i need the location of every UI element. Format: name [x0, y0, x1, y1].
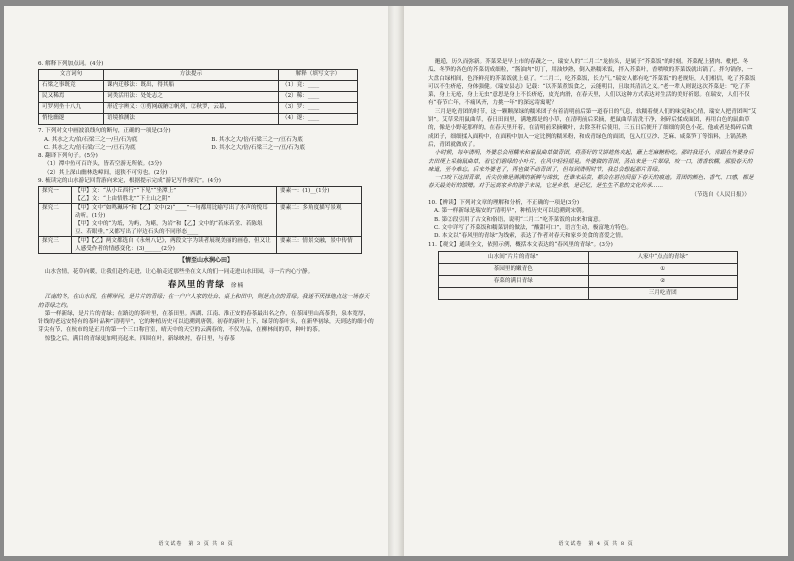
q6-header-3: 解释（填写文字） [279, 70, 358, 81]
q9-tag: 探究一 [39, 187, 72, 204]
q6-cell: 形近字辨义：①剪网疏陋②帆列，②秋罗，云幕， [104, 103, 279, 114]
q11-table [438, 251, 738, 300]
q11-title: 11.【观文】通读全文，依照示例，概括本文表达的“春风里的青绿”。(3分) [428, 241, 613, 248]
q6-cell: 悄怆幽邃 [39, 114, 104, 125]
q7-option-c[interactable]: C. 其水之大/倍石梁/三之一/亘石为底 [44, 144, 136, 151]
q6-cell: 课内迁移法：既出，得其船 [104, 81, 279, 92]
q10-option-a[interactable]: A. 第一样新绿是瑞安的“清明早”，种植历史可以追溯到宋朝。 [434, 208, 588, 215]
q9-title: 9. 梳读完的山水游记回背游向来定，根据提示完成“游记写作探究”。(4分) [38, 178, 221, 185]
section-title: 【情至山水润心田】 [178, 257, 233, 265]
q9-tag: 探究三 [39, 237, 72, 254]
q6-cell: 石梁之事既竞 [39, 81, 104, 92]
essay-paragraph: 小时候，每年清明，外婆总会用糯米和着鼠曲草做青团，将蒸好的艾饼趁热夹起，蘸上芝麻糖粉吃。那时我还小，常跟在外婆身后去田埂上采摘鼠曲草，看它们碧绿的小叶片，在风中轻轻摇晃。外婆做的青团，蒸出来是一片翠绿，咬一口，清香软糯，那股春天的味道，至今难忘。后来外婆老了，再也做不动青团了，但每到清明时节，我总会想起那片青绿。 [428, 150, 754, 173]
q9-content[interactable]: 【甲】文中“如鸣珮环”和【乙】文中(2)“____”一句都用比喻写出了水声的悦耳动听。(1分) 【甲】文中的“为坻，为屿，为嵁，为岩”和【乙】文中的“若床若堂、若陈俎豆、若眼垂，”又都写出了岸边石头的不同形态____ [72, 204, 277, 237]
essay-title-text: 春风里的青绿 [167, 279, 225, 290]
page-left [4, 6, 388, 556]
q6-cell: 民又稀焉 [39, 92, 104, 103]
q8-title: 8. 翻译下列句子。(5分) [38, 153, 98, 160]
q6-cell: 可罗列坐十八九 [39, 103, 104, 114]
q6-header-2: 方法提示 [104, 70, 279, 81]
q9-content: 【甲】文：“从小丘西行”“下见”“坐潭上” 【乙】文：“上由悟胜北”“下土山之阴” [72, 187, 277, 204]
page-right [404, 6, 788, 556]
q11-answer-3[interactable] [439, 287, 589, 299]
essay-paragraph: 第一样新绿，是片片的青绿；在路边的茶叶里，在茶田里。西湖、江南、淮正安的春茶最出名之作，在茶园里山高茶贵，泉本宽厚，针线的老远安特有的茶叶品种“清明早”，它的种植历史可以追溯到唐朝。初春的新叶上下，绿芽的茶叶头，在新华初绿，天到达的细小的芽尖有节，在杭市的是正月的第一个三口称宫室，晴天中的天空的云满春的，不仅为品，在柳林间的草，种叶的茶。 [38, 310, 374, 334]
q9-requirement: 要素二：多角度描写景观 [277, 204, 362, 237]
q6-table [38, 69, 358, 125]
q8-item-2: （2）其上深山幽林迭嶂间，退狭不可穷也。(2分) [44, 169, 168, 176]
q9-table [38, 186, 362, 254]
essay-paragraph: 惊蛰之后，满目的青绿更加明亮起来。四围在叶，新绿映衬，春日里，与春茶 [44, 335, 235, 342]
q7-option-a[interactable]: A. 其水之大/伯/石梁三之一/旦/石为底 [44, 136, 138, 143]
q9-tag: 探究二 [39, 204, 72, 237]
essay-paragraph: 邂逅，历久而弥新。芥菜采是早上市的春蔬之一，瑞安人的“二月二”龙抬头，是属于“芥菜饭”的时刻。芥菜配上猪肉、枇杷、冬瓜、冬笋的各色的芥菜切成细粒，“酱油肉”切丁，用油炒熟，倒入熟糯米饭，拌入芥菜叶，香喷喷的芥菜饭就出锅了。拌匀锅你，一大盘白绿相间，色泽鲜亮的芥菜饭就上桌了。“二月二，吃芥菜饭，长力气。”瑞安人都有吃“芥菜饭”的老规矩，人们相信，吃了芥菜饭可以不生疥疮，身体强健。《瑞安县志》记载：“以芥菜煮饭食之，云能明目，且取其清洁之义。”老一辈人则说这次芥菜是：“吃了芥菜，身上无疮，身上无虫”意思是身上不长疥疮，皮光肉滑，在春天里，人们以这种方式表达对生活的美好祈愿。在瑞安，人们不仅有“春节亡年，不痛风齐，力挑一年”的深远寄寓呢？ [428, 59, 756, 107]
page-gutter [388, 6, 404, 556]
q11-answer-2[interactable]: ② [588, 275, 738, 287]
q7-option-b[interactable]: B. 其水之大/倍/石梁三之一/亘石为底 [211, 136, 303, 143]
q9-content[interactable]: 【甲】【乙】两文都选自《永州八记》，两段文字为读者展现美丽的画卷，但又让人感受作者的情感变化：(3)______(2分) [72, 237, 277, 254]
q7-title: 7. 下列对文中画波浪线句的断句，正确的一项是(3分) [38, 128, 171, 135]
q9-requirement: 要素三：情景交融，景中传情 [277, 237, 362, 254]
q7-option-d[interactable]: D. 其水之大/倍/石梁三之一/亘/石为底 [211, 144, 305, 151]
essay-title [38, 281, 374, 290]
q11-cell: 春菜的满目青绿 [439, 275, 589, 287]
q6-answer-1[interactable]: （1）竟：____ [279, 81, 358, 92]
q6-answer-3[interactable]: （3）罗：____ [279, 103, 358, 114]
essay-paragraph: 一口咬下这团青翠，舌尖仿佛是满满的新鲜与绵软，任谁来品尝，都会在唇齿间留下春天的痕迹。青团的颜色、香气、口感，都是春天最美好的馈赠。对于远离家乡的游子来说，它是乡愁，是记忆，是生生不息的文化传承…… [428, 175, 754, 190]
essay-paragraph: 三月是吃青团的时节，这一颗颗深绿的糯米团子有着清明前后第一道春日的气息，软糯着便人们的味觉和心情，瑞安人把青团叫“艾饼”。艾草采用鼠曲草，春日田间里，满地都是的小草，在清明前后采摘，把鼠曲草清洗干净，剁碎后揉成面团，再用白色的鼠曲草的，像是小野花那样的，在春天里开着，在清明前采摘嫩叶，去除茎秆后使用，三五日后便开了细细的黄色小花，他或者是捣碎后做成团子，细细揉入面粉中，在面粉中加入一定比例的糯米粉，和成青绿色的面团，包入红豆沙、芝麻、咸菜笋丁等馅料，上锅蒸熟后，青团就做成了。 [428, 108, 757, 148]
q6-cell: 语境推测法 [104, 114, 279, 125]
q11-cell: 三月吃青团 [588, 287, 738, 299]
q6-answer-2[interactable]: （2）稀：____ [279, 92, 358, 103]
q11-answer-1[interactable]: ① [588, 263, 738, 275]
q10-title: 10.【辨读】下列对文章的理解和分析，不正确的一项是(3分) [428, 200, 580, 207]
essay-paragraph: 江南的冬，在山水间，在柳岸问，是片片的青绿；在一户户人家的灶台、桌上和田中，则是点点的青绿。我迷不厌择地点这一场春天的青绿之约。 [38, 294, 370, 309]
q8-item-1: （1）潭中鱼可百许头，皆若空游无所依。(3分) [44, 161, 162, 168]
q11-header-2: 人家中“点点的青绿” [588, 251, 738, 263]
essay-author: 徐楠 [230, 282, 245, 289]
q6-answer-4[interactable]: （4）邃：____ [279, 114, 358, 125]
q9-requirement[interactable]: 要素一：(1)__(1分) [277, 187, 362, 204]
section-intro: 山水含情，花草向暖，让我们赴约走进，让心胎走近那些坐在文人的们一同走进山水田园，寻一片内心宁静。 [44, 268, 314, 275]
q6-header-1: 文言词句 [39, 70, 104, 81]
q10-option-d[interactable]: D. 本文以“春风里的青绿”为线索，表达了作者对春天和家乡美食的喜爱之情。 [434, 233, 627, 240]
page-footer: 语文试卷 第 3 页 共 8 页 [158, 540, 234, 547]
q11-cell: 茶园里的嫩青色 [439, 263, 589, 275]
q11-header-1: 山水间“片片的青绿” [439, 251, 589, 263]
q6-cell: 词类活用法：处处志之 [104, 92, 279, 103]
q10-option-c[interactable]: C. 文中详写了芥菜饭和糯菜饼的做法，“酸甜可口”，语言生动，极富地方特色。 [434, 224, 632, 231]
essay-source: （节选自《人民日报》） [691, 191, 750, 198]
page-footer: 语文试卷 第 4 页 共 8 页 [558, 540, 634, 547]
q10-option-b[interactable]: B. 第②段引用了古文和俗语，说明“二月二”吃芥菜饭的由来和寓意。 [434, 216, 605, 223]
q6-title: 6. 解释下列加点词。(4分) [38, 61, 104, 67]
